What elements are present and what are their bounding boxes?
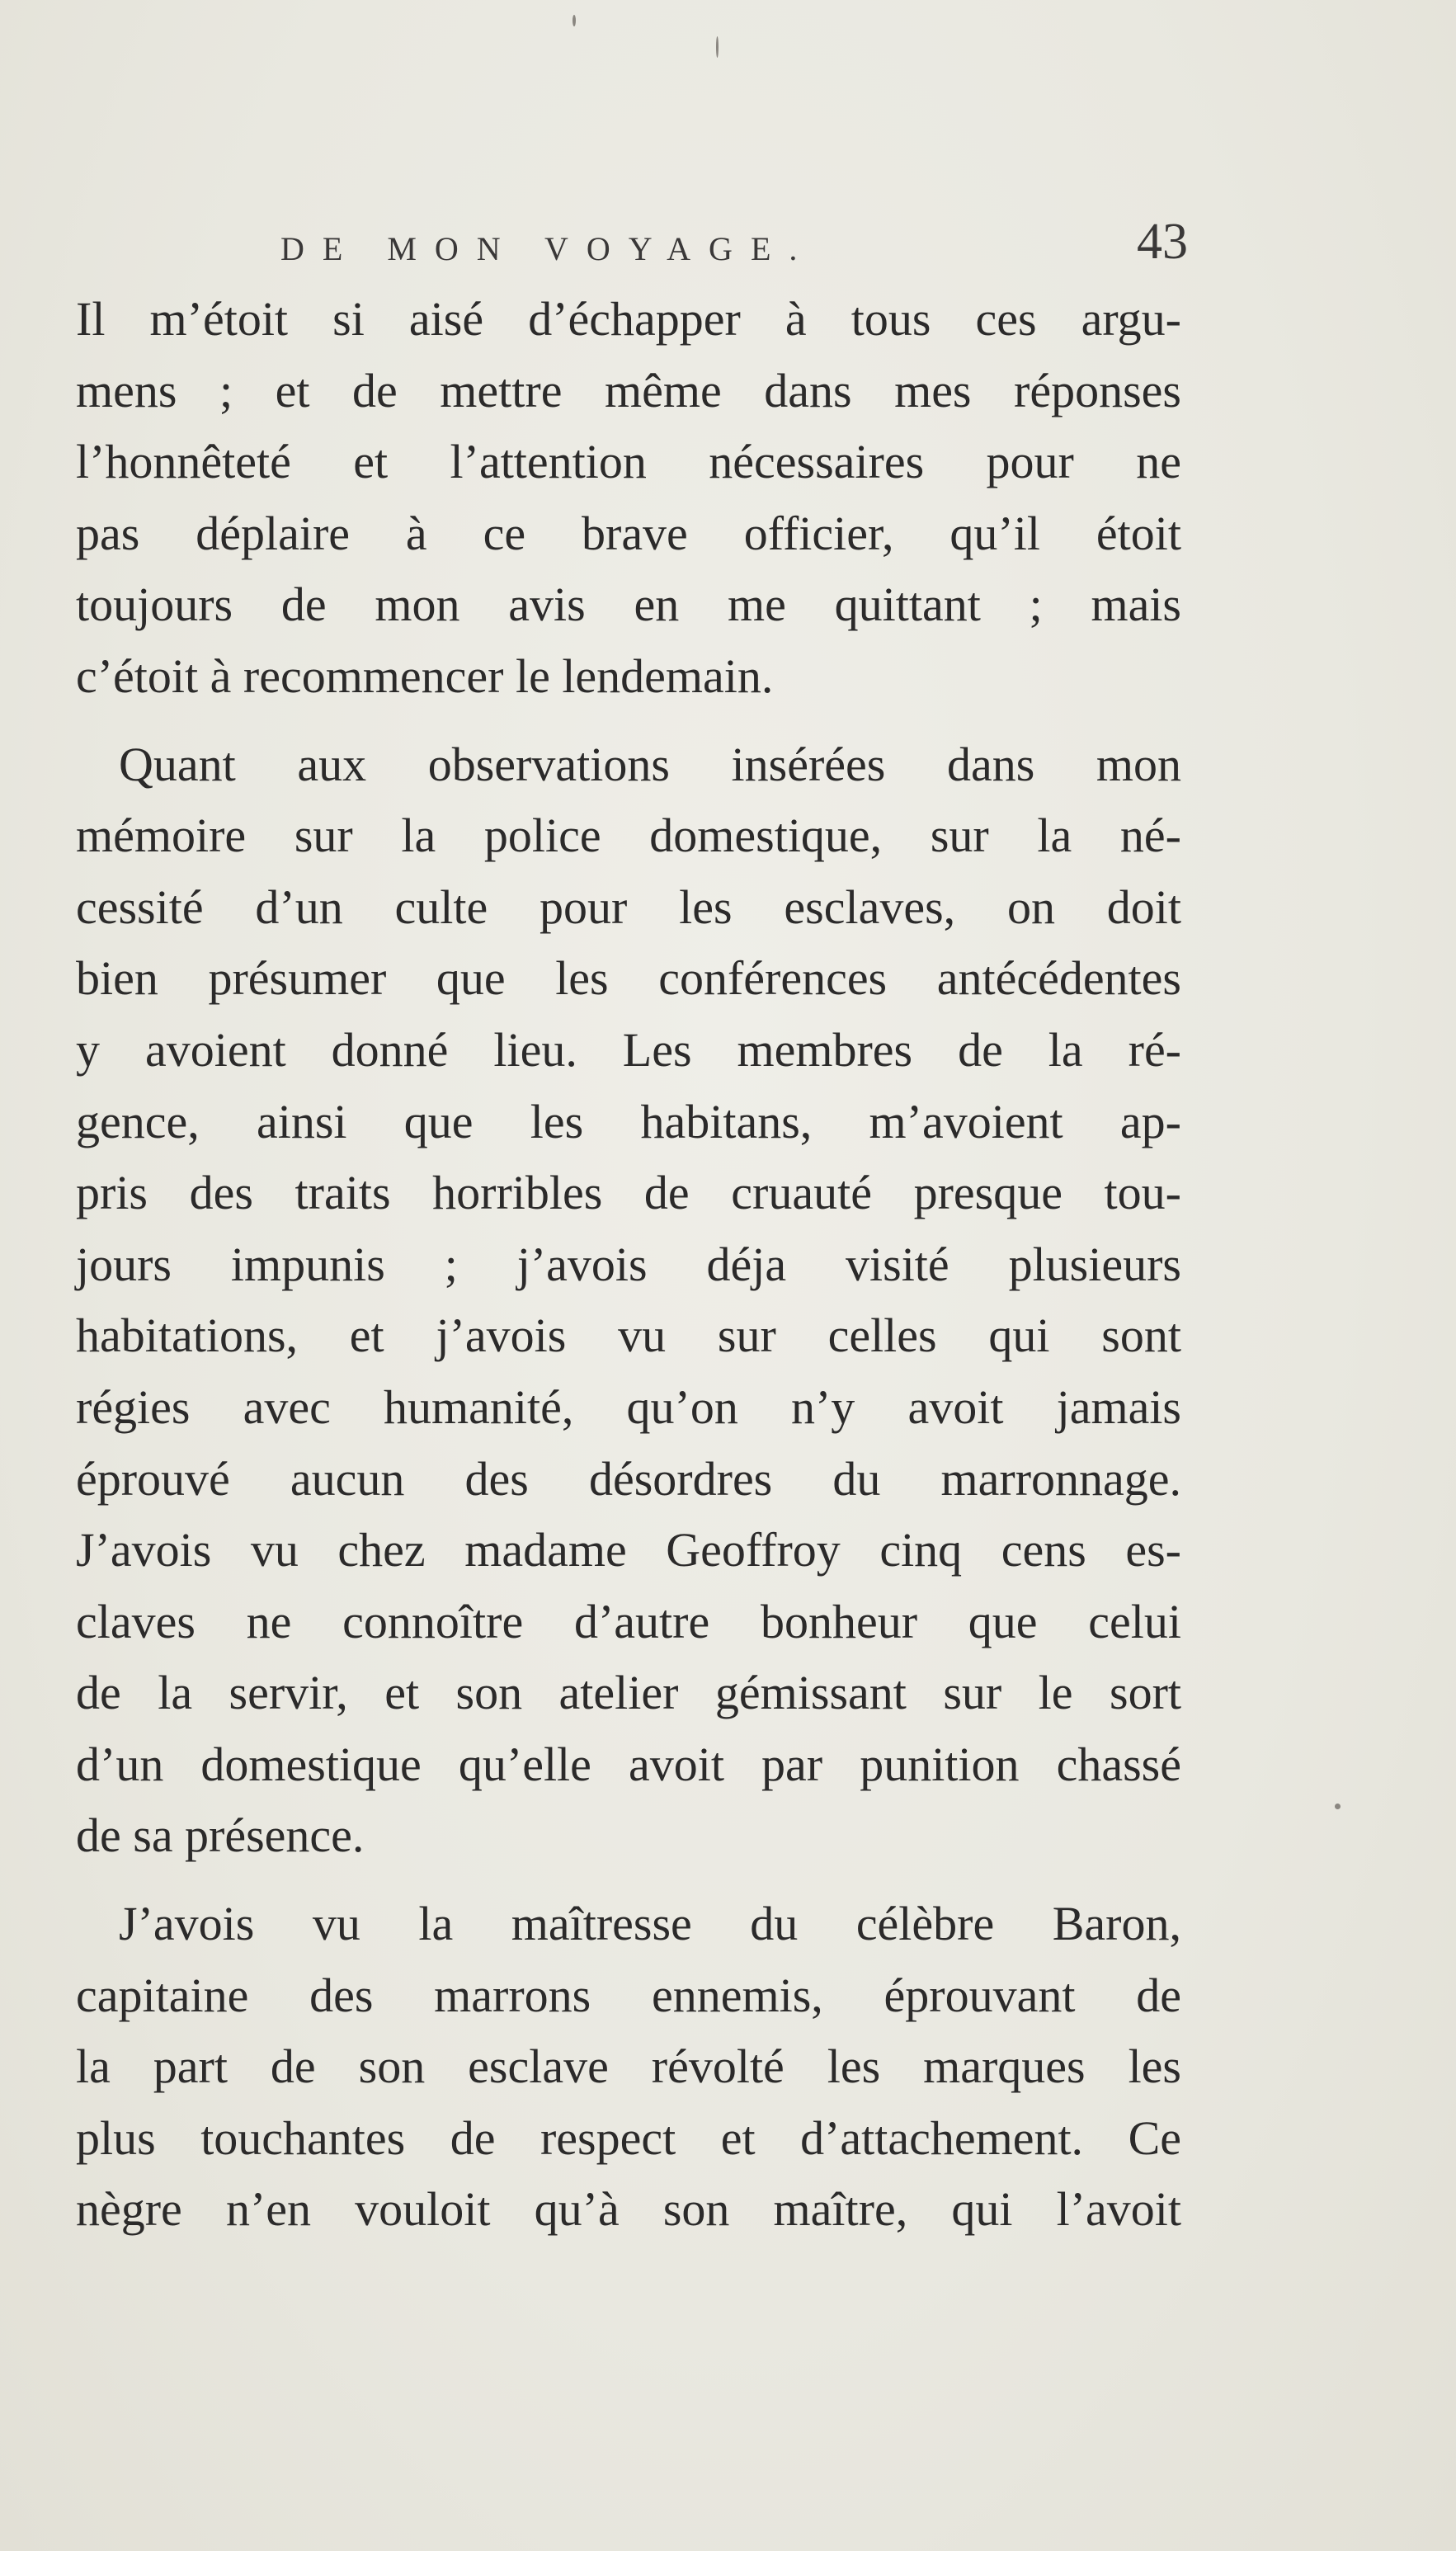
- paper-speck: [716, 36, 719, 58]
- text-line: de sa présence.: [76, 1808, 365, 1863]
- text-block: [76, 205, 1188, 2246]
- text-line: mens ; et de mettre même dans mes réponses: [76, 363, 1181, 417]
- text-line: gence, ainsi que les habitans, m’avoient ap-: [76, 1094, 1181, 1148]
- text-line: bien présumer que les conférences antécédentes: [76, 951, 1181, 1006]
- text-line: nègre n’en vouloit qu’à son maître, qui l’avoit: [76, 2182, 1181, 2237]
- text-line: y avoient donné lieu. Les membres de la ré-: [76, 1022, 1181, 1077]
- paragraph-gap: [76, 713, 1181, 729]
- text-line: plus touchantes de respect et d’attachement. Ce: [76, 2110, 1181, 2165]
- text-line: toujours de mon avis en me quittant ; mais: [76, 578, 1181, 632]
- text-line: Il m’étoit si aisé d’échapper à tous ces argu-: [76, 292, 1181, 346]
- page-number: 43: [1137, 214, 1188, 270]
- text-line: régies avec humanité, qu’on n’y avoit jamais: [76, 1379, 1181, 1434]
- text-line: la part de son esclave révolté les marques les: [76, 2039, 1181, 2094]
- running-head: [76, 205, 1188, 284]
- text-line: Quant aux observations insérées dans mon: [119, 737, 1181, 791]
- text-line: pas déplaire à ce brave officier, qu’il étoit: [76, 506, 1181, 560]
- text-line: J’avois vu la maîtresse du célèbre Baron,: [119, 1897, 1181, 1951]
- text-line: capitaine des marrons ennemis, éprouvant de: [76, 1968, 1181, 2022]
- text-line: cessité d’un culte pour les esclaves, on doit: [76, 879, 1181, 934]
- text-line: pris des traits horribles de cruauté presque tou-: [76, 1166, 1181, 1220]
- paragraph: [76, 1888, 1181, 2246]
- text-line: l’honnêteté et l’attention nécessaires pour ne: [76, 435, 1181, 489]
- text-line: claves ne connoître d’autre bonheur que celui: [76, 1594, 1181, 1648]
- text-line: J’avois vu chez madame Geoffroy cinq cens es-: [76, 1523, 1181, 1577]
- paragraph: [76, 284, 1181, 713]
- paragraph: [76, 729, 1181, 1873]
- text-line: habitations, et j’avois vu sur celles qui sont: [76, 1309, 1181, 1363]
- paper-speck: [1335, 1804, 1341, 1809]
- text-line: jours impunis ; j’avois déja visité plusieurs: [76, 1237, 1181, 1291]
- text-line: d’un domestique qu’elle avoit par punition chassé: [76, 1737, 1181, 1791]
- text-line: mémoire sur la police domestique, sur la né-: [76, 809, 1181, 863]
- text-line: de la servir, et son atelier gémissant sur le sort: [76, 1666, 1181, 1720]
- text-line: éprouvé aucun des désordres du marronnage.: [76, 1451, 1181, 1506]
- text-line: c’étoit à recommencer le lendemain.: [76, 648, 774, 703]
- running-title: DE MON VOYAGE.: [280, 230, 816, 267]
- paper-speck: [573, 15, 576, 26]
- paragraph-gap: [76, 1872, 1181, 1888]
